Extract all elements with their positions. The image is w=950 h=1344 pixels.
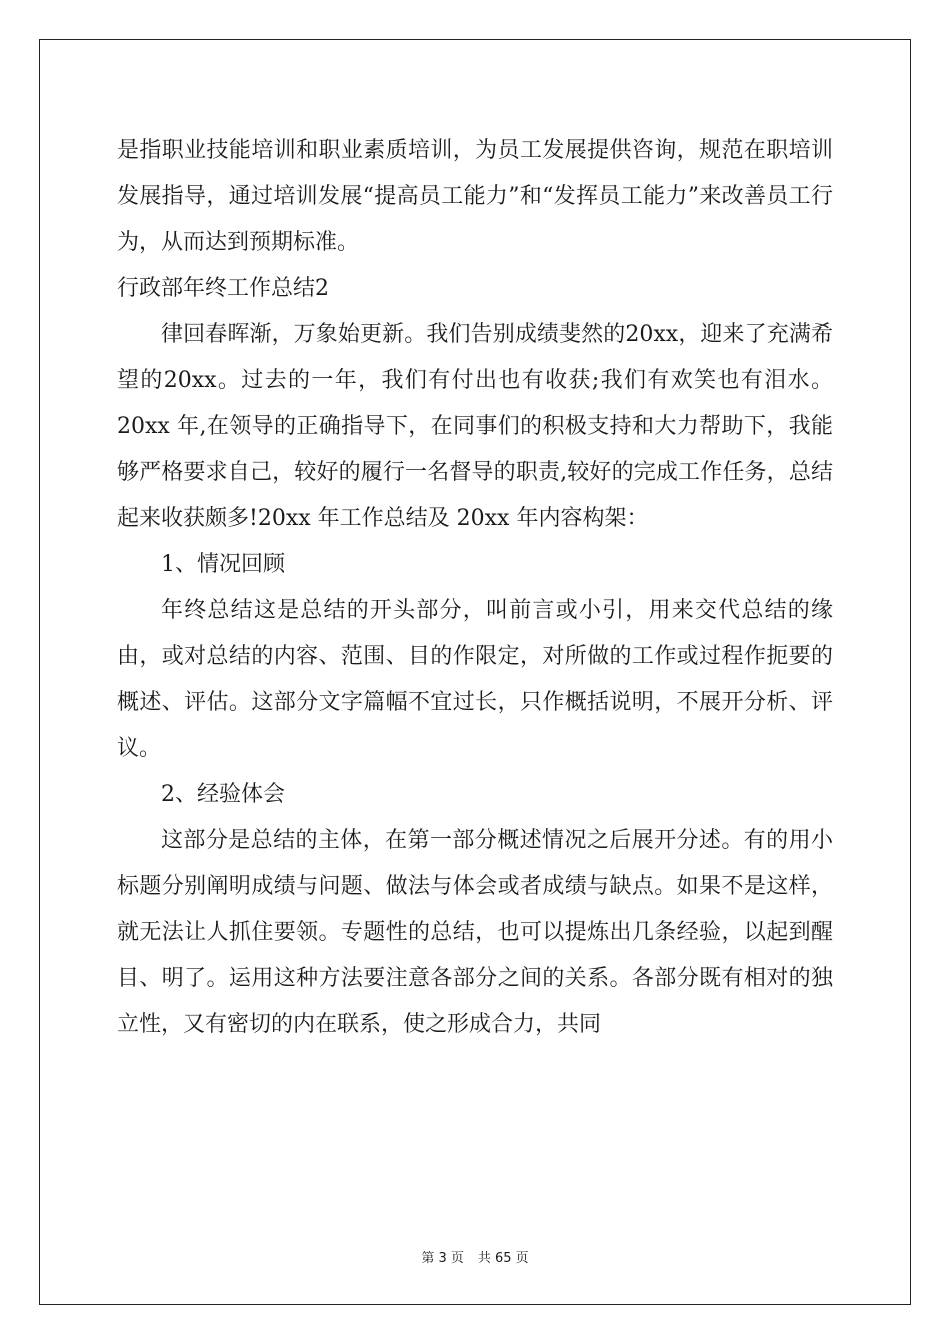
subheading-experience: 2、经验体会	[161, 782, 285, 807]
page-number: 第 3 页	[421, 1251, 464, 1266]
page-total: 共 65 页	[477, 1251, 529, 1266]
paragraph-review: 年终总结这是总结的开头部分，叫前言或小引，用来交代总结的缘由，或对总结的内容、范围、目的作限定，对所做的工作或过程作扼要的概述、评估。这部分文字篇幅不宜过长，只作概括说明，不展开分析、评议。	[117, 598, 833, 761]
paragraph-experience: 这部分是总结的主体，在第一部分概述情况之后展开分述。有的用小标题分别阐明成绩与问题、做法与体会或者成绩与缺点。如果不是这样，就无法让人抓住要领。专题性的总结，也可以提炼出几条经验，以起到醒目、明了。运用这种方法要注意各部分之间的关系。各部分既有相对的独立性，又有密切的内在联系，使之形成合力，共同	[117, 828, 833, 1037]
subheading-review: 1、情况回顾	[161, 552, 285, 577]
page-footer	[0, 1247, 950, 1266]
document-body	[117, 128, 833, 1048]
paragraph-intro: 是指职业技能培训和职业素质培训，为员工发展提供咨询，规范在职培训发展指导，通过培训发展“提高员工能力”和“发挥员工能力”来改善员工行为，从而达到预期标准。	[117, 138, 833, 255]
paragraph-opening: 律回春晖渐，万象始更新。我们告别成绩斐然的20xx，迎来了充满希望的20xx。过去的一年，我们有付出也有收获;我们有欢笑也有泪水。20xx 年,在领导的正确指导下，在同事们的积极支持和大力帮助下，我能够严格要求自己，较好的履行一名督导的职责,较好的完成工作任务，总结起来收获颇多!20xx 年工作总结及 20xx 年内容构架：	[117, 322, 833, 531]
section-heading: 行政部年终工作总结2	[117, 276, 329, 301]
